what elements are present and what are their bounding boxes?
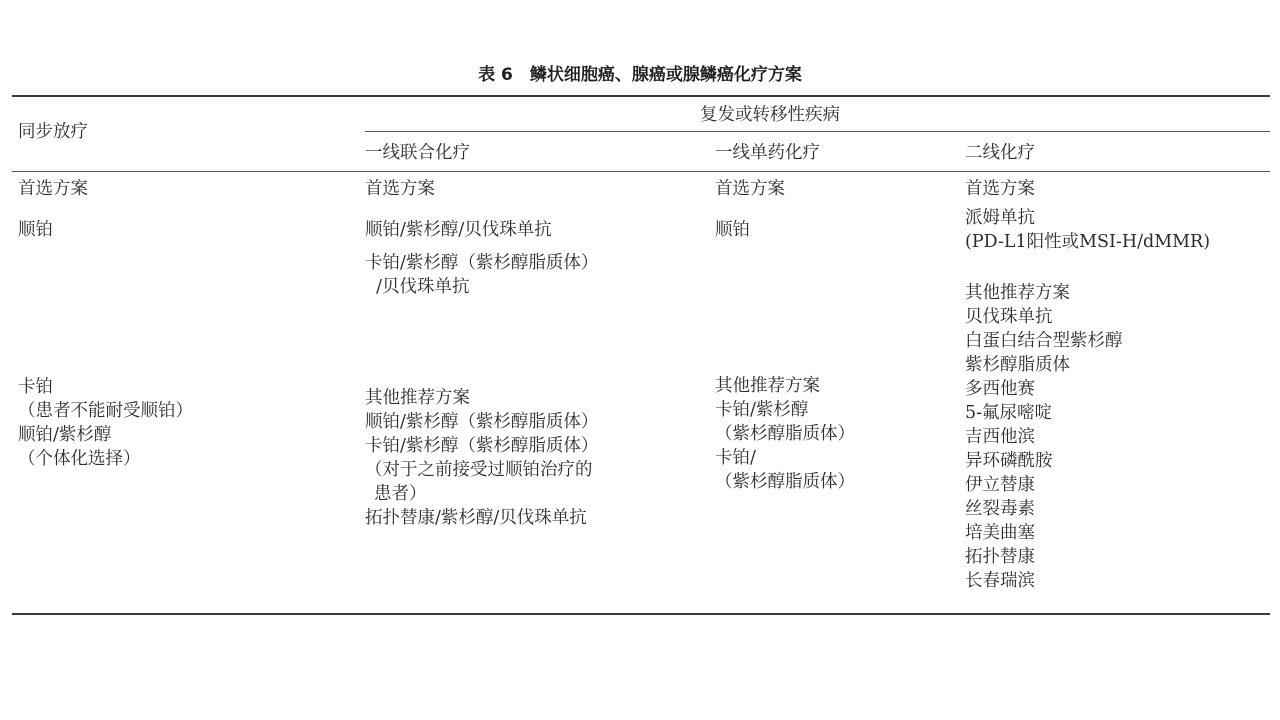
list-item: 患者） <box>374 484 427 504</box>
list-item: 拓扑替康/紫杉醇/贝伐珠单抗 <box>365 508 587 528</box>
list-item: 卡铂/紫杉醇 <box>715 400 809 420</box>
col4-other-list <box>965 281 1123 593</box>
col1-preferred-label: 首选方案 <box>18 179 88 199</box>
list-item: 卡铂 <box>18 377 53 397</box>
list-item: 卡铂/ <box>715 448 756 468</box>
list-item: 派姆单抗 <box>965 208 1035 228</box>
list-item: 卡铂/紫杉醇（紫杉醇脂质体） <box>365 253 599 273</box>
col2-preferred-label: 首选方案 <box>365 179 435 199</box>
col4-preferred-list <box>965 206 1210 254</box>
list-item: 培美曲塞 <box>965 523 1035 543</box>
list-item: 5-氟尿嘧啶 <box>965 403 1053 423</box>
list-item: （紫杉醇脂质体） <box>715 472 855 492</box>
list-item: 其他推荐方案 <box>965 283 1070 303</box>
list-item: 异环磷酰胺 <box>965 451 1053 471</box>
list-item: /贝伐珠单抗 <box>365 277 470 297</box>
list-item: （患者不能耐受顺铂） <box>18 401 193 421</box>
header-recurrent: 复发或转移性疾病 <box>700 105 840 125</box>
list-item: 多西他赛 <box>965 379 1035 399</box>
col2-preferred-list-1 <box>365 218 552 242</box>
list-item: 顺铂 <box>18 220 53 240</box>
col2-preferred-list-2 <box>365 251 598 299</box>
list-item: 伊立替康 <box>965 475 1035 495</box>
subheader-rule <box>12 171 1270 172</box>
col3-preferred-list <box>715 218 750 242</box>
header-second-line: 二线化疗 <box>965 143 1035 163</box>
table-title: 表 6 鳞状细胞癌、腺癌或腺鳞癌化疗方案 <box>478 65 802 85</box>
col1-preferred-list <box>18 218 53 242</box>
header-concurrent: 同步放疗 <box>18 122 88 142</box>
list-item: 顺铂/紫杉醇 <box>18 425 112 445</box>
list-item: 顺铂 <box>715 220 750 240</box>
list-item: 拓扑替康 <box>965 547 1035 567</box>
list-item: 长春瑞滨 <box>965 571 1035 591</box>
list-item: 丝裂毒素 <box>965 499 1035 519</box>
header-first-combo: 一线联合化疗 <box>365 143 470 163</box>
list-item: 紫杉醇脂质体 <box>965 355 1070 375</box>
col3-preferred-label: 首选方案 <box>715 179 785 199</box>
list-item: 顺铂/紫杉醇/贝伐珠单抗 <box>365 220 552 240</box>
list-item: （个体化选择） <box>18 449 141 469</box>
list-item: 吉西他滨 <box>965 427 1035 447</box>
col1-other-list <box>18 375 193 471</box>
list-item: 白蛋白结合型紫杉醇 <box>965 331 1123 351</box>
list-item: （紫杉醇脂质体） <box>715 424 855 444</box>
list-item: 贝伐珠单抗 <box>965 307 1053 327</box>
header-first-single: 一线单药化疗 <box>715 143 820 163</box>
bottom-rule <box>12 613 1270 615</box>
top-rule <box>12 95 1270 97</box>
list-item: 其他推荐方案 <box>715 376 820 396</box>
col3-other-list <box>715 374 855 494</box>
col2-other-list <box>365 386 598 530</box>
header-divider <box>365 131 1270 132</box>
list-item: 顺铂/紫杉醇（紫杉醇脂质体） <box>365 412 599 432</box>
list-item: 卡铂/紫杉醇（紫杉醇脂质体） <box>365 436 599 456</box>
list-item: （对于之前接受过顺铂治疗的 <box>365 460 593 480</box>
list-item: 其他推荐方案 <box>365 388 470 408</box>
col4-preferred-label: 首选方案 <box>965 179 1035 199</box>
list-item: (PD-L1阳性或MSI-H/dMMR) <box>965 232 1211 252</box>
